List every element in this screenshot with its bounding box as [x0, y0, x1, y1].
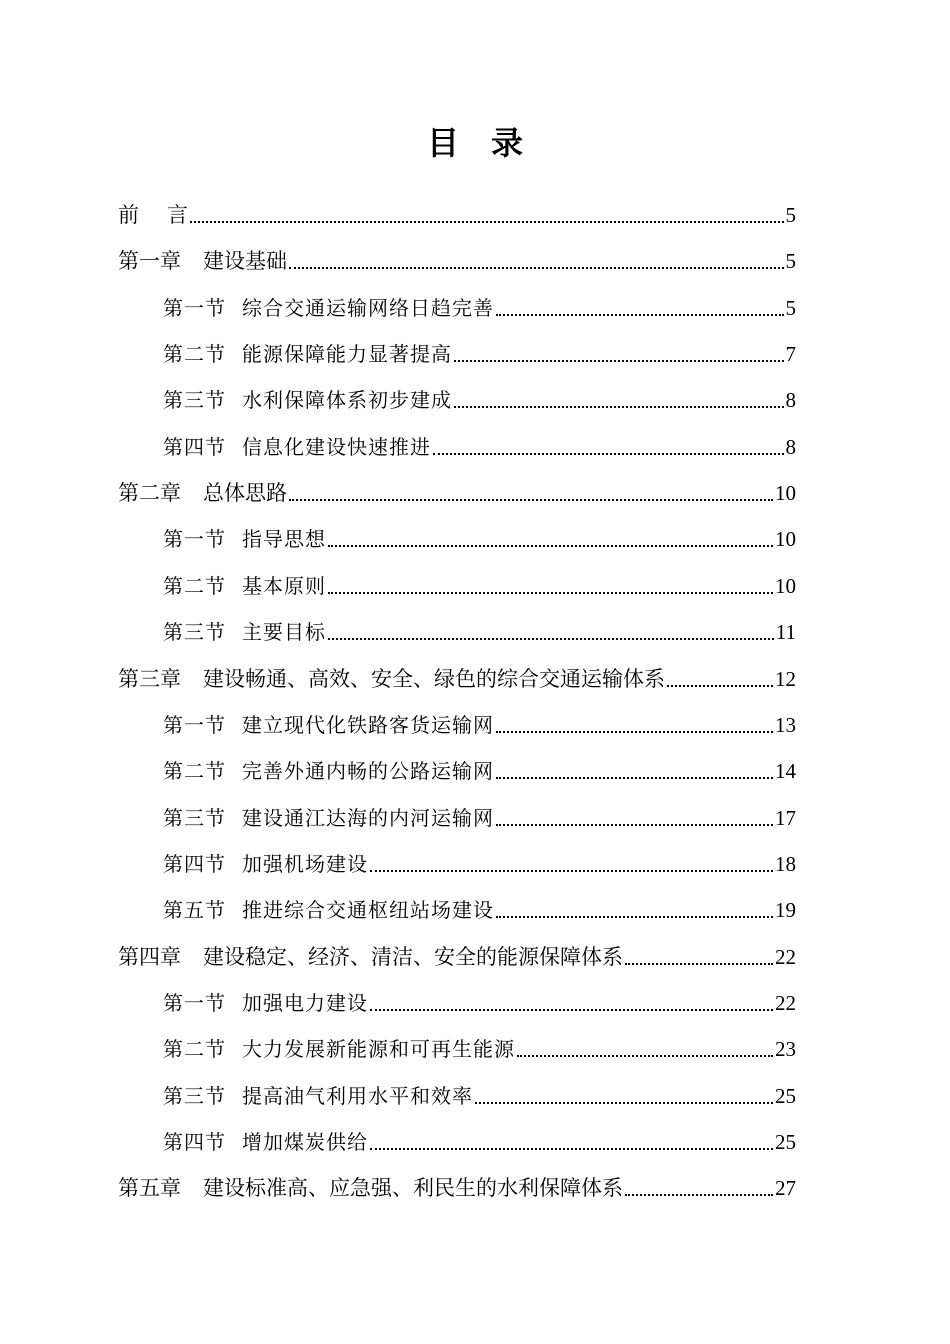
- dot-leader: [496, 777, 773, 779]
- toc-chapter-entry[interactable]: [118, 476, 796, 506]
- toc-entry-text: 完善外通内畅的公路运输网: [242, 759, 494, 783]
- toc-entry-number: 第三节: [163, 388, 226, 412]
- toc-entry-number: 第一章: [118, 249, 181, 273]
- toc-entry-number: 第三节: [163, 806, 226, 830]
- toc-section-entry[interactable]: [163, 1079, 796, 1109]
- toc-entry-text: 加强机场建设: [242, 852, 368, 876]
- dot-leader: [370, 870, 773, 872]
- toc-entry-label: [163, 387, 452, 413]
- toc-section-entry[interactable]: [163, 383, 796, 413]
- toc-entry-number: 第三节: [163, 620, 226, 644]
- toc-section-entry[interactable]: [163, 522, 796, 552]
- toc-entry-label: [163, 1083, 473, 1109]
- toc-chapter-entry[interactable]: [118, 940, 796, 970]
- toc-page-number: 18: [775, 852, 796, 876]
- toc-section-entry[interactable]: [163, 430, 796, 460]
- dot-leader: [328, 638, 774, 640]
- toc-page-number: 5: [785, 203, 796, 227]
- toc-entry-label: [163, 619, 326, 645]
- toc-entry-label: [118, 202, 188, 228]
- toc-entry-label: [163, 758, 494, 784]
- toc-page-number: 7: [785, 342, 796, 366]
- toc-entry-label: [163, 1129, 368, 1155]
- toc-page-number: 17: [775, 806, 796, 830]
- dot-leader: [328, 592, 773, 594]
- toc-entry-number: 第二节: [163, 574, 226, 598]
- dot-leader: [496, 731, 773, 733]
- dot-leader: [190, 221, 784, 223]
- toc-section-entry[interactable]: [163, 754, 796, 784]
- toc-entry-label: [163, 897, 494, 923]
- toc-entry-label: [163, 712, 494, 738]
- dot-leader: [517, 1055, 773, 1057]
- toc-section-entry[interactable]: [163, 291, 796, 321]
- toc-entry-text: 言: [167, 203, 188, 227]
- toc-page-number: 25: [775, 1084, 796, 1108]
- toc-entry-label: [163, 990, 368, 1016]
- toc-chapter-entry[interactable]: [118, 662, 796, 692]
- toc-entry-label: [163, 434, 431, 460]
- toc-entry-number: 第一节: [163, 296, 226, 320]
- toc-entry-number: 第五节: [163, 898, 226, 922]
- toc-section-entry[interactable]: [163, 569, 796, 599]
- toc-entry-number: 第四章: [118, 945, 181, 969]
- toc-entry-text: 推进综合交通枢纽站场建设: [242, 898, 494, 922]
- dot-leader: [328, 545, 773, 547]
- toc-entry-text: 建设标准高、应急强、利民生的水利保障体系: [203, 1176, 623, 1200]
- toc-section-entry[interactable]: [163, 337, 796, 367]
- dot-leader: [289, 499, 773, 501]
- toc-entry-label: [163, 295, 494, 321]
- toc-entry-number: 第四节: [163, 852, 226, 876]
- toc-page-number: 27: [775, 1176, 796, 1200]
- toc-entry-number: 第四节: [163, 435, 226, 459]
- toc-entry-number: 第四节: [163, 1130, 226, 1154]
- dot-leader: [625, 1194, 773, 1196]
- toc-section-entry[interactable]: [163, 893, 796, 923]
- toc-entry-number: 第三章: [118, 667, 181, 691]
- dot-leader: [496, 314, 784, 316]
- dot-leader: [454, 360, 784, 362]
- toc-entry-number: 第二节: [163, 342, 226, 366]
- toc-entry-number: 第五章: [118, 1176, 181, 1200]
- toc-entry-label: [163, 573, 326, 599]
- toc-entry-number: 第二节: [163, 759, 226, 783]
- dot-leader: [370, 1148, 773, 1150]
- dot-leader: [496, 916, 773, 918]
- toc-page-number: 22: [775, 991, 796, 1015]
- toc-entry-text: 建立现代化铁路客货运输网: [242, 713, 494, 737]
- toc-page-number: 23: [775, 1037, 796, 1061]
- toc-chapter-entry[interactable]: [118, 1171, 796, 1201]
- toc-page-number: 5: [785, 249, 796, 273]
- toc-entry-text: 总体思路: [203, 481, 287, 505]
- toc-entry-number: 第二章: [118, 481, 181, 505]
- toc-chapter-entry[interactable]: [118, 198, 796, 228]
- toc-section-entry[interactable]: [163, 801, 796, 831]
- toc-page-number: 8: [785, 435, 796, 459]
- toc-entry-text: 建设稳定、经济、清洁、安全的能源保障体系: [203, 945, 623, 969]
- dot-leader: [454, 406, 784, 408]
- toc-entry-label: [163, 1036, 515, 1062]
- toc-page-number: 14: [775, 759, 796, 783]
- toc-entry-label: [118, 944, 623, 970]
- toc-entry-text: 建设基础: [203, 249, 287, 273]
- toc-entry-number: 第三节: [163, 1084, 226, 1108]
- toc-entry-label: [163, 341, 452, 367]
- toc-page-number: 10: [775, 481, 796, 505]
- toc-page-number: 19: [775, 898, 796, 922]
- toc-entry-label: [118, 1175, 623, 1201]
- toc-entry-text: 加强电力建设: [242, 991, 368, 1015]
- toc-entry-number: 前: [118, 203, 139, 227]
- toc-entry-text: 增加煤炭供给: [242, 1130, 368, 1154]
- toc-entry-number: 第一节: [163, 991, 226, 1015]
- toc-page-number: 25: [775, 1130, 796, 1154]
- toc-entry-text: 建设通江达海的内河运输网: [242, 806, 494, 830]
- toc-page-number: 22: [775, 945, 796, 969]
- toc-entry-label: [118, 666, 665, 692]
- dot-leader: [496, 824, 773, 826]
- toc-title-part1: 目: [426, 124, 459, 162]
- toc-section-entry[interactable]: [163, 708, 796, 738]
- toc-entry-text: 水利保障体系初步建成: [242, 388, 452, 412]
- dot-leader: [625, 963, 773, 965]
- toc-entry-text: 基本原则: [242, 574, 326, 598]
- toc-entry-label: [163, 526, 326, 552]
- toc-chapter-entry[interactable]: [118, 244, 796, 274]
- dot-leader: [475, 1102, 773, 1104]
- toc-entry-text: 综合交通运输网络日趋完善: [242, 296, 494, 320]
- toc-entry-text: 能源保障能力显著提高: [242, 342, 452, 366]
- toc-entry-text: 指导思想: [242, 527, 326, 551]
- toc-section-entry[interactable]: [163, 1032, 796, 1062]
- toc-entry-label: [118, 248, 287, 274]
- toc-entry-label: [163, 805, 494, 831]
- toc-page-number: 11: [775, 620, 796, 644]
- toc-page-number: 8: [785, 388, 796, 412]
- toc-title: [0, 118, 950, 164]
- toc-entry-label: [163, 851, 368, 877]
- toc-page-number: 10: [775, 527, 796, 551]
- toc-section-entry[interactable]: [163, 1125, 796, 1155]
- toc-page-number: 12: [775, 667, 796, 691]
- dot-leader: [433, 453, 784, 455]
- toc-entry-number: 第一节: [163, 527, 226, 551]
- toc-page-number: 13: [775, 713, 796, 737]
- toc-section-entry[interactable]: [163, 615, 796, 645]
- dot-leader: [667, 685, 773, 687]
- toc-entry-text: 大力发展新能源和可再生能源: [242, 1037, 515, 1061]
- toc-page-number: 10: [775, 574, 796, 598]
- toc-entry-number: 第一节: [163, 713, 226, 737]
- toc-page-number: 5: [785, 296, 796, 320]
- toc-section-entry[interactable]: [163, 986, 796, 1016]
- toc-entry-text: 提高油气利用水平和效率: [242, 1084, 473, 1108]
- toc-entry-text: 建设畅通、高效、安全、绿色的综合交通运输体系: [203, 667, 665, 691]
- toc-entry-text: 主要目标: [242, 620, 326, 644]
- toc-entry-label: [118, 480, 287, 506]
- dot-leader: [289, 267, 784, 269]
- toc-entry-text: 信息化建设快速推进: [242, 435, 431, 459]
- toc-entry-number: 第二节: [163, 1037, 226, 1061]
- toc-title-part2: 录: [491, 124, 524, 162]
- toc-section-entry[interactable]: [163, 847, 796, 877]
- dot-leader: [370, 1009, 773, 1011]
